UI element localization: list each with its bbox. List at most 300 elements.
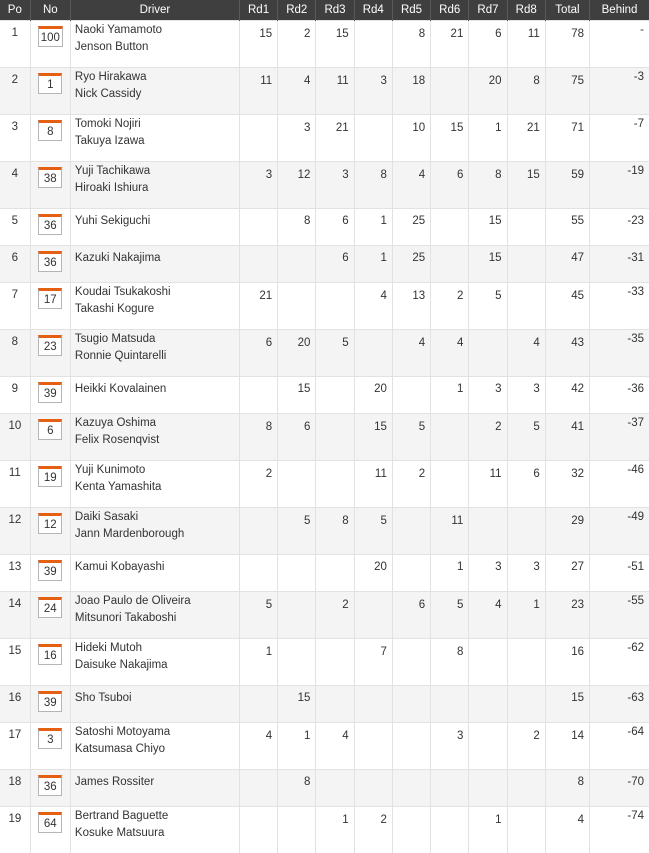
car-number-badge: 16 [38,644,62,665]
round-points-cell: 25 [392,246,430,283]
total-points-cell: 43 [545,330,589,377]
round-points-cell [392,555,430,592]
round-points-cell: 8 [507,68,545,115]
round-points-cell [316,461,354,508]
round-points-cell: 6 [316,209,354,246]
table-row [0,209,649,246]
round-points-cell [278,246,316,283]
round-points-cell: 20 [354,377,392,414]
round-points-cell: 3 [469,555,507,592]
driver-cell [70,592,239,639]
round-points-cell: 15 [239,21,277,68]
points-behind-cell: -55 [590,592,649,639]
round-points-cell: 1 [278,723,316,770]
round-points-cell: 3 [354,68,392,115]
car-number-cell [30,686,70,723]
round-points-cell [469,770,507,807]
table-row [0,21,649,68]
round-points-cell: 11 [239,68,277,115]
round-points-cell: 20 [278,330,316,377]
total-points-cell: 4 [545,807,589,853]
round-points-cell: 8 [278,209,316,246]
points-behind-cell: -74 [590,807,649,853]
driver-name: Hideki Mutoh [75,640,235,657]
car-number-cell [30,461,70,508]
driver-name: Daiki Sasaki [75,509,235,526]
round-points-cell: 15 [278,377,316,414]
driver-name: James Rossiter [75,774,235,791]
round-points-cell: 12 [278,162,316,209]
round-points-cell: 11 [431,508,469,555]
round-points-cell: 5 [392,414,430,461]
header-rd5: Rd5 [392,0,430,21]
round-points-cell [507,807,545,853]
header-rd4: Rd4 [354,0,392,21]
round-points-cell [316,686,354,723]
driver-cell [70,807,239,853]
driver-name: Satoshi Motoyama [75,724,235,741]
round-points-cell [431,246,469,283]
header-total: Total [545,0,589,21]
car-number-cell [30,770,70,807]
round-points-cell: 5 [316,330,354,377]
round-points-cell [278,639,316,686]
car-number-cell [30,283,70,330]
car-number-cell [30,555,70,592]
round-points-cell [431,414,469,461]
round-points-cell [354,330,392,377]
car-number-cell [30,246,70,283]
round-points-cell: 4 [431,330,469,377]
driver-name: Yuhi Sekiguchi [75,213,235,230]
car-number-cell [30,330,70,377]
points-behind-cell: -36 [590,377,649,414]
round-points-cell [392,807,430,853]
round-points-cell: 11 [469,461,507,508]
round-points-cell [316,770,354,807]
car-number-badge: 36 [38,251,62,272]
points-behind-cell: -19 [590,162,649,209]
header-po: Po [0,0,30,21]
round-points-cell: 1 [431,555,469,592]
round-points-cell: 4 [392,330,430,377]
round-points-cell: 4 [507,330,545,377]
round-points-cell [278,555,316,592]
round-points-cell [354,686,392,723]
points-behind-cell: -70 [590,770,649,807]
driver-cell [70,283,239,330]
car-number-badge: 36 [38,214,62,235]
table-row [0,377,649,414]
car-number-badge: 100 [38,26,63,47]
driver-name: Heikki Kovalainen [75,381,235,398]
round-points-cell: 1 [239,639,277,686]
points-behind-cell: -51 [590,555,649,592]
round-points-cell: 11 [316,68,354,115]
round-points-cell: 15 [354,414,392,461]
points-behind-cell: -64 [590,723,649,770]
round-points-cell [392,723,430,770]
car-number-badge: 1 [38,73,62,94]
round-points-cell: 15 [469,246,507,283]
driver-cell [70,723,239,770]
header-driver: Driver [70,0,239,21]
driver-name: Hiroaki Ishiura [75,180,235,197]
driver-name: Koudai Tsukakoshi [75,284,235,301]
driver-name: Takuya Izawa [75,133,235,150]
total-points-cell: 23 [545,592,589,639]
round-points-cell: 6 [507,461,545,508]
car-number-badge: 6 [38,419,62,440]
round-points-cell: 1 [469,807,507,853]
round-points-cell: 4 [469,592,507,639]
round-points-cell: 13 [392,283,430,330]
round-points-cell: 10 [392,115,430,162]
points-behind-cell: - [590,21,649,68]
position-cell: 4 [0,162,30,209]
driver-name: Kazuya Oshima [75,415,235,432]
header-rd7: Rd7 [469,0,507,21]
car-number-badge: 36 [38,775,62,796]
round-points-cell [431,68,469,115]
driver-name: Kenta Yamashita [75,479,235,496]
round-points-cell [392,686,430,723]
car-number-cell [30,209,70,246]
round-points-cell [354,21,392,68]
round-points-cell [316,639,354,686]
driver-cell [70,115,239,162]
round-points-cell: 3 [469,377,507,414]
position-cell: 3 [0,115,30,162]
table-row [0,508,649,555]
round-points-cell [354,770,392,807]
car-number-cell [30,414,70,461]
round-points-cell: 21 [507,115,545,162]
round-points-cell [316,555,354,592]
round-points-cell: 8 [392,21,430,68]
round-points-cell: 8 [278,770,316,807]
round-points-cell [507,639,545,686]
total-points-cell: 71 [545,115,589,162]
table-row [0,414,649,461]
total-points-cell: 15 [545,686,589,723]
car-number-badge: 12 [38,513,62,534]
position-cell: 14 [0,592,30,639]
round-points-cell: 20 [354,555,392,592]
round-points-cell: 6 [469,21,507,68]
position-cell: 7 [0,283,30,330]
round-points-cell: 4 [239,723,277,770]
driver-cell [70,555,239,592]
header-row [0,0,649,21]
round-points-cell: 6 [278,414,316,461]
round-points-cell: 8 [354,162,392,209]
table-row [0,68,649,115]
round-points-cell: 4 [316,723,354,770]
round-points-cell: 5 [239,592,277,639]
total-points-cell: 41 [545,414,589,461]
car-number-badge: 39 [38,560,62,581]
driver-name: Bertrand Baguette [75,808,235,825]
position-cell: 11 [0,461,30,508]
round-points-cell [392,377,430,414]
position-cell: 19 [0,807,30,853]
car-number-badge: 39 [38,691,62,712]
round-points-cell: 3 [507,377,545,414]
car-number-badge: 17 [38,288,62,309]
car-number-badge: 38 [38,167,62,188]
car-number-cell [30,377,70,414]
round-points-cell: 21 [316,115,354,162]
round-points-cell: 2 [239,461,277,508]
round-points-cell: 18 [392,68,430,115]
header-rd2: Rd2 [278,0,316,21]
position-cell: 13 [0,555,30,592]
driver-cell [70,330,239,377]
points-behind-cell: -49 [590,508,649,555]
round-points-cell [431,461,469,508]
car-number-badge: 39 [38,382,62,403]
round-points-cell [469,508,507,555]
round-points-cell [239,209,277,246]
car-number-badge: 64 [38,812,62,833]
round-points-cell: 1 [507,592,545,639]
round-points-cell: 5 [278,508,316,555]
round-points-cell [278,461,316,508]
header-rd8: Rd8 [507,0,545,21]
header-rd6: Rd6 [431,0,469,21]
round-points-cell: 2 [316,592,354,639]
points-behind-cell: -63 [590,686,649,723]
round-points-cell: 2 [507,723,545,770]
position-cell: 9 [0,377,30,414]
driver-name: Tomoki Nojiri [75,116,235,133]
round-points-cell: 7 [354,639,392,686]
round-points-cell [239,246,277,283]
driver-cell [70,209,239,246]
driver-name: Naoki Yamamoto [75,22,235,39]
driver-cell [70,508,239,555]
round-points-cell [316,283,354,330]
round-points-cell [507,686,545,723]
driver-name: Felix Rosenqvist [75,432,235,449]
points-behind-cell: -46 [590,461,649,508]
round-points-cell [278,807,316,853]
round-points-cell [469,723,507,770]
table-row [0,283,649,330]
driver-name: Yuji Kunimoto [75,462,235,479]
car-number-cell [30,68,70,115]
driver-name: Daisuke Nakajima [75,657,235,674]
round-points-cell: 8 [431,639,469,686]
driver-name: Takashi Kogure [75,301,235,318]
round-points-cell [392,508,430,555]
table-row [0,639,649,686]
car-number-cell [30,508,70,555]
round-points-cell: 15 [507,162,545,209]
total-points-cell: 16 [545,639,589,686]
total-points-cell: 42 [545,377,589,414]
table-row [0,592,649,639]
driver-cell [70,461,239,508]
car-number-cell [30,723,70,770]
driver-cell [70,246,239,283]
driver-name: Ronnie Quintarelli [75,348,235,365]
points-behind-cell: -62 [590,639,649,686]
round-points-cell: 3 [239,162,277,209]
round-points-cell: 3 [507,555,545,592]
driver-name: Jenson Button [75,39,235,56]
round-points-cell: 4 [392,162,430,209]
round-points-cell [239,807,277,853]
car-number-cell [30,115,70,162]
round-points-cell [431,209,469,246]
total-points-cell: 55 [545,209,589,246]
round-points-cell: 15 [469,209,507,246]
points-behind-cell: -37 [590,414,649,461]
table-row [0,162,649,209]
position-cell: 10 [0,414,30,461]
round-points-cell [392,639,430,686]
position-cell: 17 [0,723,30,770]
position-cell: 16 [0,686,30,723]
round-points-cell [239,770,277,807]
driver-cell [70,162,239,209]
driver-name: Kazuki Nakajima [75,250,235,267]
round-points-cell: 3 [278,115,316,162]
driver-cell [70,414,239,461]
position-cell: 1 [0,21,30,68]
round-points-cell [239,508,277,555]
total-points-cell: 27 [545,555,589,592]
header-no: No [30,0,70,21]
round-points-cell: 3 [431,723,469,770]
driver-name: Kosuke Matsuura [75,825,235,842]
driver-cell [70,377,239,414]
driver-name: Katsumasa Chiyo [75,741,235,758]
round-points-cell: 15 [316,21,354,68]
points-behind-cell: -3 [590,68,649,115]
round-points-cell: 1 [431,377,469,414]
table-row [0,807,649,853]
driver-name: Tsugio Matsuda [75,331,235,348]
total-points-cell: 75 [545,68,589,115]
round-points-cell [354,592,392,639]
table-row [0,115,649,162]
round-points-cell: 5 [431,592,469,639]
position-cell: 18 [0,770,30,807]
round-points-cell: 2 [469,414,507,461]
round-points-cell [507,770,545,807]
position-cell: 8 [0,330,30,377]
round-points-cell: 8 [316,508,354,555]
round-points-cell: 2 [278,21,316,68]
car-number-badge: 8 [38,120,62,141]
points-behind-cell: -35 [590,330,649,377]
round-points-cell [278,592,316,639]
driver-name: Nick Cassidy [75,86,235,103]
driver-name: Ryo Hirakawa [75,69,235,86]
header-behind: Behind [590,0,649,21]
car-number-cell [30,639,70,686]
round-points-cell [316,414,354,461]
table-row [0,723,649,770]
total-points-cell: 8 [545,770,589,807]
round-points-cell: 6 [316,246,354,283]
car-number-badge: 3 [38,728,62,749]
header-rd3: Rd3 [316,0,354,21]
points-behind-cell: -23 [590,209,649,246]
round-points-cell: 5 [469,283,507,330]
round-points-cell: 6 [431,162,469,209]
round-points-cell [469,330,507,377]
total-points-cell: 32 [545,461,589,508]
round-points-cell: 5 [354,508,392,555]
driver-cell [70,770,239,807]
round-points-cell [239,115,277,162]
total-points-cell: 14 [545,723,589,770]
round-points-cell [507,508,545,555]
round-points-cell: 21 [431,21,469,68]
round-points-cell: 15 [278,686,316,723]
position-cell: 5 [0,209,30,246]
round-points-cell [392,770,430,807]
driver-name: Kamui Kobayashi [75,559,235,576]
position-cell: 2 [0,68,30,115]
round-points-cell: 4 [354,283,392,330]
round-points-cell [507,246,545,283]
standings-body [0,21,649,853]
round-points-cell [507,283,545,330]
round-points-cell: 11 [354,461,392,508]
round-points-cell: 8 [239,414,277,461]
round-points-cell: 1 [469,115,507,162]
total-points-cell: 78 [545,21,589,68]
car-number-badge: 23 [38,335,62,356]
round-points-cell: 6 [392,592,430,639]
round-points-cell [431,770,469,807]
round-points-cell [316,377,354,414]
table-row [0,686,649,723]
table-row [0,555,649,592]
round-points-cell: 1 [354,246,392,283]
car-number-cell [30,162,70,209]
round-points-cell [469,686,507,723]
header-rd1: Rd1 [239,0,277,21]
round-points-cell [469,639,507,686]
table-row [0,246,649,283]
round-points-cell: 8 [469,162,507,209]
round-points-cell: 15 [431,115,469,162]
position-cell: 6 [0,246,30,283]
round-points-cell [239,377,277,414]
driver-cell [70,686,239,723]
driver-cell [70,639,239,686]
total-points-cell: 59 [545,162,589,209]
points-behind-cell: -31 [590,246,649,283]
round-points-cell [239,555,277,592]
total-points-cell: 47 [545,246,589,283]
round-points-cell [431,807,469,853]
round-points-cell [278,283,316,330]
round-points-cell: 1 [316,807,354,853]
car-number-cell [30,807,70,853]
table-row [0,461,649,508]
car-number-badge: 19 [38,466,62,487]
car-number-cell [30,21,70,68]
points-behind-cell: -33 [590,283,649,330]
round-points-cell: 4 [278,68,316,115]
